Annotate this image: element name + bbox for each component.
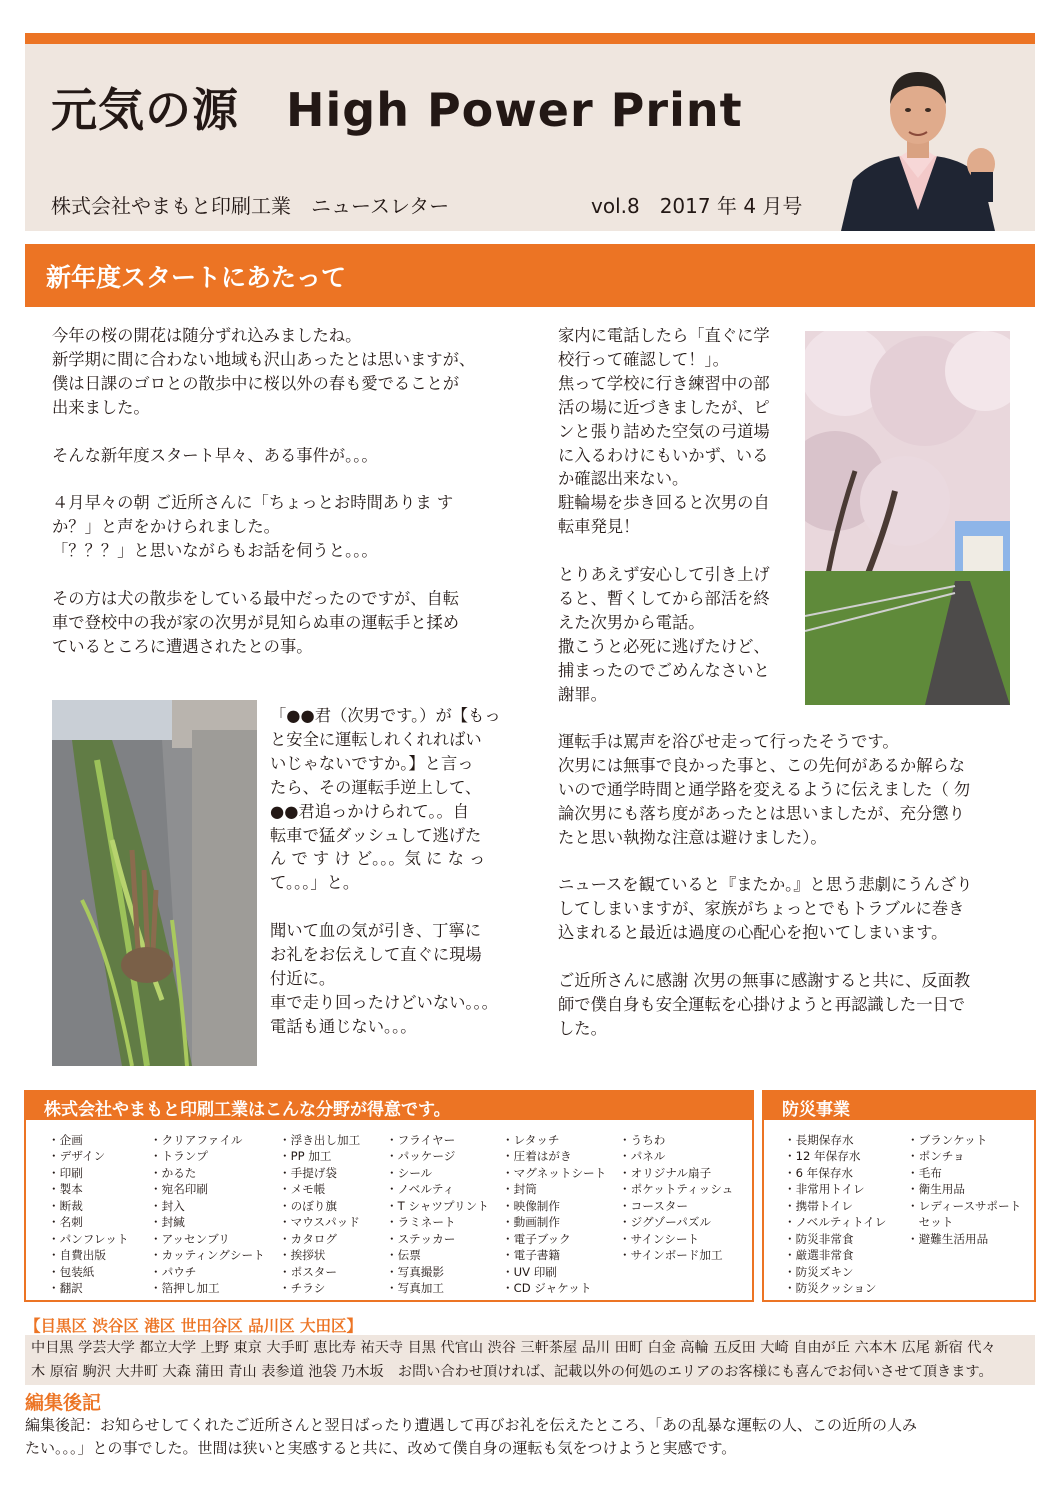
text-line: いじゃないですか。】と言っ	[270, 753, 474, 773]
text-line: とりあえず安心して引き上げ	[558, 565, 770, 585]
section-title: 新年度スタートにあたって	[46, 263, 347, 292]
list-item: ・フライヤー	[386, 1133, 456, 1147]
text-line: 論次男にも落ち度があったとは思いましたが、充分懲り	[558, 803, 965, 823]
areas-line-1: 中目黒 学芸大学 都立大学 上野 東京 大手町 恵比寿 祐天寺 目黒 代官山 渋谷 三軒茶屋 品川 田町 白金 高輪 五反田 大崎 自由が丘 六本木 広尾 新宿 代々	[31, 1340, 996, 1356]
text-line	[558, 539, 770, 563]
text-line: 転車発見！	[558, 517, 640, 537]
text-line: 車で登校中の我が家の次男が見知らぬ車の運転手と揉め	[52, 612, 460, 632]
list-item: ・CD ジャケット	[502, 1281, 592, 1296]
text-line: て。。。」と。	[270, 873, 360, 893]
text-line: 車で走り回ったけどいない。。。	[270, 992, 498, 1012]
list-item: ・ポスター	[279, 1264, 337, 1279]
text-line	[558, 945, 972, 969]
services-box-header	[26, 1092, 752, 1120]
text-line: 撒こうと必死に逃げたけど、	[558, 636, 770, 656]
list-item: ・手提げ袋	[279, 1165, 337, 1180]
text-line: 今年の桜の開花は随分ずれ込みましたね。	[52, 326, 362, 345]
areas-line-2: 木 原宿 駒沢 大井町 大森 蒲田 青山 表参道 池袋 乃木坂 お問い合わせ頂ければ、記載以外の何処のエリアのお客様にも喜んでお伺いさせて頂きます。	[31, 1364, 993, 1380]
list-item: ・翻訳	[48, 1281, 83, 1296]
text-line: 込まれると最近は過度の心配心を抱いてしまいます。	[558, 923, 948, 943]
list-item: ・ジグゾーパズル	[619, 1215, 711, 1230]
text-line	[52, 467, 475, 491]
list-item: ・レタッチ	[502, 1133, 560, 1147]
list-item: ・封筒	[502, 1182, 537, 1197]
list-item: ・長期保存水	[784, 1133, 854, 1147]
list-item: ・映像制作	[502, 1198, 560, 1213]
text-line: 出来ました。	[52, 397, 150, 417]
list-item: ・カッティングシート	[150, 1248, 265, 1263]
horsetail-photo	[52, 700, 257, 1066]
list-item: ・オリジナル扇子	[619, 1165, 712, 1180]
author-portrait	[831, 60, 1005, 231]
list-item: ・衛生用品	[907, 1182, 965, 1197]
list-item: ・マグネットシート	[502, 1165, 607, 1180]
services-column-4	[386, 1132, 489, 1297]
list-item: ・挨拶状	[279, 1248, 326, 1263]
list-item: ・のぼり旗	[279, 1198, 337, 1213]
list-item: ・自費出版	[48, 1248, 106, 1263]
text-line: してしまいますが、家族がちょっとでもトラブルに巻き	[558, 899, 965, 919]
list-item: ・防災非常食	[784, 1231, 854, 1246]
editor-notes-title: 編集後記	[25, 1392, 102, 1414]
list-item: ・名刺	[48, 1215, 83, 1230]
text-line: 運転手は罵声を浴びせ走って行ったそうです。	[558, 732, 899, 751]
list-item: ・写真撮影	[386, 1264, 444, 1279]
list-item: ・厳選非常食	[784, 1248, 854, 1263]
list-item: ・カタログ	[279, 1231, 337, 1246]
list-item: ・マウスパッド	[279, 1215, 360, 1230]
text-line: 電話も通じない。。。	[270, 1016, 417, 1036]
services-title: 株式会社やまもと印刷工業はこんな分野が得意です。	[44, 1100, 451, 1120]
text-line: に入るわけにもいかず、いる	[558, 445, 769, 465]
list-item: ・企画	[48, 1133, 83, 1147]
list-item: ・ステッカー	[386, 1231, 456, 1246]
services-column-2	[150, 1132, 265, 1297]
list-item: ・トランプ	[150, 1149, 208, 1164]
list-item: ・チラシ	[279, 1281, 326, 1296]
disaster-box-header	[764, 1092, 1034, 1120]
list-item: ・サインボード加工	[619, 1248, 723, 1263]
list-item: ・うちわ	[619, 1133, 666, 1147]
list-item: ・動画制作	[502, 1215, 560, 1230]
list-item: ・製本	[48, 1182, 83, 1197]
list-item: ・防災ズキン	[784, 1264, 854, 1279]
text-line: ニュースを観ていると『またか。』と思う悲劇にうんざり	[558, 875, 973, 895]
newsletter-header	[25, 44, 1035, 231]
text-line: いので通学時間と通学路を変えるように伝えました（ 勿	[558, 779, 971, 799]
services-column-3	[279, 1132, 360, 1297]
article-left-bottom	[270, 704, 501, 1039]
text-line: 活の場に近づきましたが、ピ	[558, 397, 770, 417]
text-line: ンと張り詰めた空気の弓道場	[558, 421, 770, 441]
text-line: と安全に運転しれくれればい	[270, 729, 482, 749]
text-line: お礼をお伝えして直ぐに現場	[270, 945, 482, 965]
list-item: ・封入	[150, 1198, 185, 1213]
text-line: そんな新年度スタート早々、ある事件が。。。	[52, 445, 378, 465]
list-item: ・デザイン	[48, 1149, 106, 1164]
list-item: ・ブランケット	[907, 1133, 988, 1147]
list-item: ・断裁	[48, 1198, 83, 1213]
services-column-1	[48, 1132, 129, 1297]
list-item: ・12 年保存水	[784, 1149, 861, 1164]
text-line: 「●●君（次男です。）が【もっ	[270, 706, 501, 725]
newsletter-subtitle: 株式会社やまもと印刷工業 ニュースレター	[51, 194, 450, 218]
text-line: 「？？？」と思いながらもお話を伺うと。。。	[52, 541, 378, 561]
list-item: ・防災クッション	[784, 1281, 877, 1296]
list-item: ・包装紙	[48, 1264, 95, 1279]
cherry-blossom-photo	[805, 331, 1010, 705]
text-line: 師で僕自身も安全運転を心掛けようと再認識した一日で	[558, 994, 966, 1014]
text-line: 駐輪場を歩き回ると次男の自	[558, 493, 770, 513]
list-item: ・浮き出し加工	[279, 1133, 361, 1147]
disaster-box	[762, 1090, 1036, 1302]
list-item: ・封緘	[150, 1215, 185, 1230]
text-line: ているところに遭遇されたとの事。	[52, 636, 313, 656]
list-item: ・伝票	[386, 1248, 421, 1263]
text-line: 校行って確認して！」。	[558, 349, 729, 369]
list-item: ・6 年保存水	[784, 1165, 854, 1180]
text-line: した。	[558, 1018, 607, 1038]
list-item: ・毛布	[907, 1165, 942, 1180]
disaster-title: 防災事業	[782, 1100, 850, 1120]
text-line: 焦って学校に行き練習中の部	[558, 373, 770, 393]
areas-title: 【目黒区 渋谷区 港区 世田谷区 品川区 大田区】	[25, 1317, 362, 1335]
text-line: 転車で猛ダッシュして逃げた	[270, 825, 482, 845]
text-line: 付近に。	[270, 968, 336, 988]
text-line: 次男には無事で良かった事と、この先何があるか解らな	[558, 755, 966, 775]
text-line	[52, 563, 475, 587]
list-item: ・非常用トイレ	[784, 1182, 865, 1197]
text-line: か？」と声をかけられました。	[52, 517, 280, 537]
text-line: たら、その運転手逆上して、	[270, 777, 482, 797]
list-item: ・かるた	[150, 1165, 197, 1180]
list-item: ・コースター	[619, 1198, 688, 1213]
list-item: ・携帯トイレ	[784, 1198, 853, 1213]
list-item: ・避難生活用品	[907, 1231, 989, 1246]
article-right-top	[558, 324, 770, 707]
list-item: ・クリアファイル	[150, 1133, 243, 1147]
list-item: ・ラミネート	[386, 1215, 456, 1230]
list-item: ・パネル	[619, 1149, 666, 1164]
list-item: ・宛名印刷	[150, 1182, 208, 1197]
list-item: ・ノベルティ	[386, 1182, 455, 1197]
text-line: たと思い執拗な注意は避けました）。	[558, 827, 827, 847]
text-line: か確認出来ない。	[558, 469, 689, 489]
text-line	[558, 850, 972, 874]
text-line: 謝罪。	[558, 684, 607, 704]
editor-notes-text: 編集後記：お知らせしてくれたご近所さんと翌日ばったり遭遇して再びお礼を伝えたところ、「あの乱暴な運転の人、この近所の人み たい。。。」との事でした。世間は狭いと実感すると共に、改めて僕自身の運転も気をつけようと実感です。	[25, 1416, 918, 1457]
list-item: ・ポケットティッシュ	[619, 1182, 734, 1197]
areas-box	[25, 1335, 1035, 1385]
disaster-column-1	[784, 1132, 886, 1297]
article-left-top	[52, 324, 475, 659]
services-box	[24, 1090, 754, 1302]
text-line: 僕は日課のゴロとの散歩中に桜以外の春も愛でることが	[52, 373, 460, 393]
list-item: ・パッケージ	[386, 1149, 456, 1164]
list-item: ・T シャツプリント	[386, 1198, 489, 1213]
list-item: ・写真加工	[386, 1281, 444, 1296]
list-item: ・レディースサポート	[907, 1198, 1022, 1213]
page-title: 元気の源 High Power Print	[51, 83, 743, 137]
list-item: ・印刷	[48, 1165, 83, 1180]
top-accent-bar	[25, 33, 1035, 44]
issue-volume: vol.8 2017 年 4 月号	[591, 194, 803, 218]
text-line: ４月早々の朝 ご近所さんに「ちょっとお時間ありま す	[52, 493, 454, 513]
list-item: ・ポンチョ	[907, 1149, 965, 1164]
text-line: ん で す け ど。。。気 に な っ	[270, 849, 486, 869]
list-item: ・箔押し加工	[150, 1281, 220, 1296]
disaster-column-2	[907, 1132, 1021, 1247]
list-item: ・圧着はがき	[502, 1149, 572, 1164]
text-line: ●●君追っかけられて。。自	[270, 801, 470, 821]
text-line: えた次男から電話。	[558, 612, 705, 632]
list-item: ・電子ブック	[502, 1231, 571, 1246]
list-item: ・メモ帳	[279, 1182, 326, 1197]
section-title-bar	[25, 244, 1035, 307]
list-item: ・サインシート	[619, 1231, 700, 1246]
services-column-6	[619, 1132, 733, 1264]
list-item: ・シール	[386, 1165, 433, 1180]
text-line: 捕まったのでごめんなさいと	[558, 660, 770, 680]
list-item: ・UV 印刷	[502, 1264, 557, 1279]
text-line	[270, 895, 501, 919]
text-line: 新学期に間に合わない地域も沢山あったとは思いますが、	[52, 349, 476, 369]
services-column-5	[502, 1132, 606, 1297]
text-line: 聞いて血の気が引き、丁寧に	[270, 921, 482, 941]
list-item: ・電子書籍	[502, 1248, 560, 1263]
text-line: 家内に電話したら「直ぐに学	[558, 326, 770, 345]
list-item: ・PP 加工	[279, 1149, 332, 1164]
list-item: ・パンフレット	[48, 1231, 129, 1246]
list-item: ・パウチ	[150, 1264, 197, 1279]
list-item: セット	[907, 1215, 954, 1230]
text-line: ご近所さんに感謝 次男の無事に感謝すると共に、反面教	[558, 971, 971, 991]
text-line	[52, 420, 475, 444]
list-item: ・ノベルティトイレ	[784, 1215, 887, 1230]
text-line: その方は犬の散歩をしている最中だったのですが、自転	[52, 588, 460, 608]
article-right-bottom	[558, 730, 972, 1041]
text-line: ると、暫くしてから部活を終	[558, 588, 770, 608]
list-item: ・アッセンブリ	[150, 1231, 230, 1246]
